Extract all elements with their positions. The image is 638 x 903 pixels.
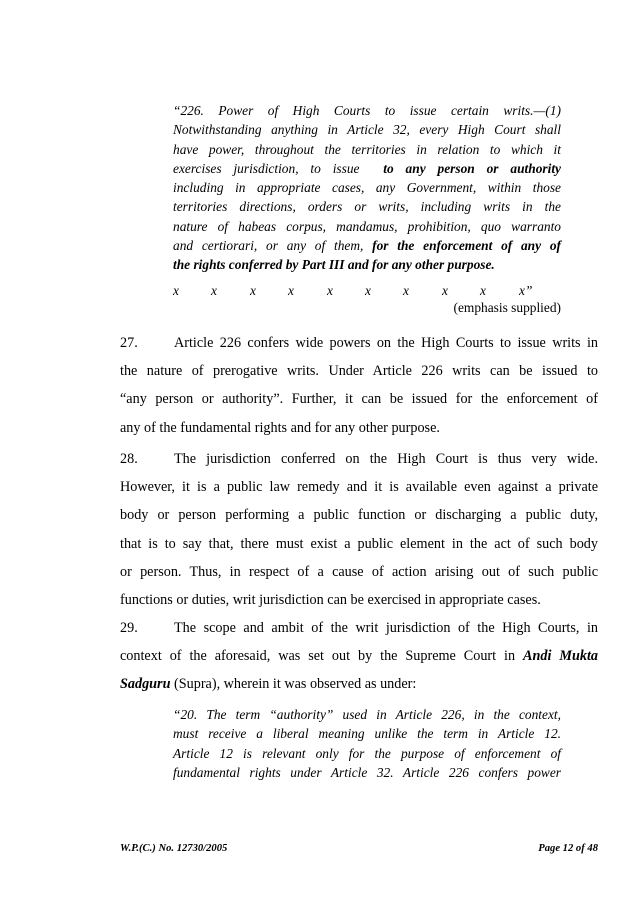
omission-x: x” [519,283,533,298]
para-line: the nature of prerogative writs. Under Article 226 writs can be issued to [120,363,598,380]
omission-x: x [211,283,217,298]
quote-line [173,236,561,255]
quote-line [173,159,561,178]
quote-line: “226. Power of High Courts to issue certain writs.—(1) [173,103,561,118]
paragraph-27 [120,329,598,442]
omission-x: x [250,283,256,298]
quote-line: including in appropriate cases, any Government, within those [173,180,561,196]
para-text: context of the aforesaid, was set out by the Supreme Court in [120,648,516,665]
paragraph-number: 27. [120,335,138,351]
quote-line: have power, throughout the territories in relation to which it [173,141,561,157]
para-text: The jurisdiction conferred on the High Court is thus very wide. [174,451,598,467]
emphasis-text: for the enforcement of any of [372,238,561,254]
omission-x: x [173,283,179,298]
quote-text: exercises jurisdiction, to issue [173,160,360,176]
case-name: Andi Mukta [523,648,598,665]
quote-line: territories directions, orders or writs, including writs in the [173,199,561,215]
quote-line: Article 12 is relevant only for the purpose of enforcement of [173,745,561,761]
omission-x: x [442,283,448,298]
paragraph-28 [120,445,598,614]
para-line: However, it is a public law remedy and it is available even against a private [120,479,598,496]
quote-line: fundamental rights under Article 32. Article 226 confers power [173,764,561,780]
para-line [120,642,598,670]
paragraph-number: 28. [120,451,138,467]
para-line: or person. Thus, in respect of a cause of action arising out of such public [120,563,598,580]
footer-page-number: Page 12 of 48 [538,843,598,854]
omission-x: x [327,283,333,298]
emphasis-text: to any person or authority [383,160,561,176]
quote-line: Notwithstanding anything in Article 32, every High Court shall [173,122,561,138]
footer-case-number: W.P.(C.) No. 12730/2005 [120,843,228,854]
para-line [120,614,598,642]
quote-text: and certiorari, or any of them, [173,238,364,254]
para-line: body or person performing a public function or discharging a public duty, [120,507,598,524]
quote-line: must receive a liberal meaning unlike the term in Article 12. [173,726,561,742]
para-line [120,445,598,473]
quote-line: nature of habeas corpus, mandamus, prohibition, quo warranto [173,218,561,234]
para-line: “any person or authority”. Further, it can be issued for the enforcement of [120,391,598,408]
paragraph-29 [120,614,598,699]
omission-x: x [365,283,371,298]
para-text: The scope and ambit of the writ jurisdiction of the High Courts, in [174,620,598,636]
emphasis-supplied-note: (emphasis supplied) [453,300,561,315]
para-text: (Supra), wherein it was observed as under: [174,676,417,693]
para-line [120,670,598,698]
para-line: that is to say that, there must exist a public element in the act of such body [120,535,598,552]
para-line: any of the fundamental rights and for any other purpose. [120,419,440,436]
para-text: Article 226 confers wide powers on the High Courts to issue writs in [174,335,598,351]
case-name: Sadguru [120,676,171,693]
omission-x: x [403,283,409,298]
paragraph-number: 29. [120,620,138,636]
quoted-article-226 [173,101,561,275]
para-line [120,329,598,357]
quote-line [173,255,561,274]
quote-line: “20. The term “authority” used in Article 226, in the context, [173,707,561,722]
emphasis-text: the rights conferred by Part III and for any other purpose. [173,257,495,273]
para-line: functions or duties, writ jurisdiction can be exercised in appropriate cases. [120,592,541,609]
quoted-judgment-para-20 [173,705,561,782]
omission-x: x [480,283,486,298]
omission-x: x [288,283,294,298]
